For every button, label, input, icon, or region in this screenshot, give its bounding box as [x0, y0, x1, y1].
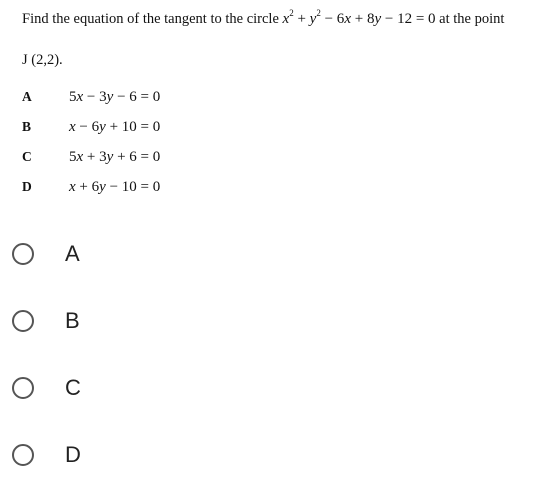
choice-letter: C	[22, 149, 32, 164]
radio-option-d[interactable]	[12, 438, 81, 472]
radio-option-a[interactable]	[12, 237, 80, 271]
circle-equation: $x^2 + y^2 - 6x + 8y - 12 = 0$	[282, 8, 436, 27]
radio-label[interactable]: A	[65, 241, 80, 266]
choice-letter: D	[22, 179, 32, 194]
choice-letter: A	[22, 89, 32, 104]
choice-letter: B	[22, 119, 32, 134]
choice-c	[22, 147, 160, 167]
choice-equation: x + 6y − 10 = 0	[69, 178, 161, 195]
choice-equation: 5x + 3y + 6 = 0	[69, 148, 161, 165]
radio-button[interactable]	[12, 243, 34, 265]
radio-label[interactable]: C	[65, 375, 81, 400]
radio-button[interactable]	[12, 377, 34, 399]
radio-label[interactable]: D	[65, 442, 81, 467]
choice-equation: x − 6y + 10 = 0	[69, 118, 161, 135]
radio-option-b[interactable]	[12, 304, 80, 338]
radio-button[interactable]	[12, 444, 34, 466]
choice-equation: 5x − 3y − 6 = 0	[69, 88, 161, 105]
choice-a	[22, 87, 160, 107]
choice-d	[22, 177, 160, 197]
question-text	[22, 9, 552, 29]
radio-option-c[interactable]	[12, 371, 81, 405]
choice-b	[22, 117, 160, 137]
radio-button[interactable]	[12, 310, 34, 332]
radio-label[interactable]: B	[65, 308, 80, 333]
question-point: J (2,2).	[22, 52, 63, 68]
question-prefix: Find the equation of the tangent to the circle	[22, 11, 283, 27]
question-suffix: at the point	[435, 11, 505, 27]
